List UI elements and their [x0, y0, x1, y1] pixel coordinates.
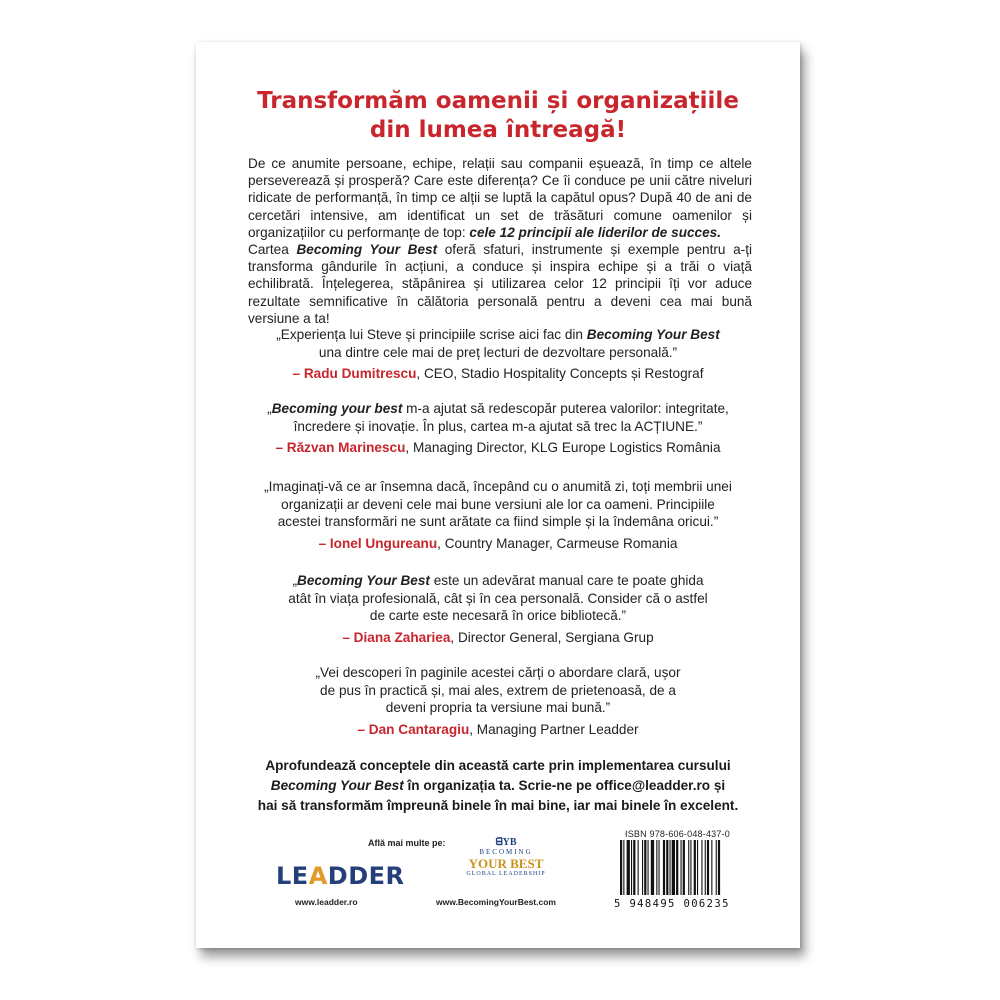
testimonial-role: , Country Manager, Carmeuse Romania [437, 535, 678, 551]
barcode-number: 5 948495 006235 [614, 898, 730, 910]
testimonial-text: „Vei descoperi în paginile acestei cărți o abordare clară, ușor de pus în practică și, mai ales, extrem de prietenoasă, de a deveni propria ta versiune mai bună.” [315, 665, 681, 715]
intro-paragraph-2 [248, 241, 752, 327]
intro-p2-text: oferă sfaturi, instrumente și exemple pentru a-ți transforma gândurile în acțiuni, a conduce și inspira echipe și a trăi o viață echilibrată. Înțelegerea, stăpânirea și utilizarea celor 12 principii îți vor aduce rezultate semnificative în călătoria personală pentru a deveni cea mai bună versiune a ta! [248, 242, 752, 326]
testimonial-attribution [236, 721, 760, 739]
headline-line-2: din lumea întreagă! [369, 117, 627, 143]
testimonial-1 [236, 326, 760, 383]
becoming-your-best-logo [458, 838, 554, 878]
intro-text [248, 155, 752, 327]
testimonial-attribution [236, 535, 760, 553]
testimonial-role: , Director General, Sergiana Grup [450, 629, 654, 645]
isbn: ISBN 978-606-048-437-0 [625, 829, 730, 839]
intro-paragraph-1 [248, 155, 752, 241]
leadder-url[interactable]: www.leadder.ro [295, 897, 358, 907]
testimonial-text: „Imaginați-vă ce ar însemna dacă, începând cu o anumită zi, toți membrii unei organizații ar deveni cele mai bune versiuni ale lor ca oameni. Principiile acestei transformări ne sunt arătate ca fiind simple și la îndemâna oricui.” [264, 479, 732, 529]
cta-line-2: Becoming Your Best în organizația ta. Scrie-ne pe office@leadder.ro și [270, 778, 726, 793]
byb-logo-line-1: BECOMING [479, 848, 533, 856]
leadder-logo: LEADDER [276, 862, 405, 890]
headline-line-1: Transformăm oamenii și organizațiile [257, 88, 739, 114]
testimonial-text: „Becoming Your Best este un adevărat manual care te poate ghida atât în viața profesională, cât și în cea personală. Consider că o astfel de carte este necesară în orice bibliotecă.” [288, 573, 708, 623]
intro-p2-book-title: Becoming Your Best [296, 242, 438, 258]
becoming-your-best-url[interactable]: www.BecomingYourBest.com [436, 897, 556, 907]
byb-logo-line-2: YOUR BEST [468, 856, 544, 871]
testimonial-attribution [236, 629, 760, 647]
call-to-action [234, 756, 762, 816]
testimonial-role: , Managing Director, KLG Europe Logistics România [405, 440, 721, 455]
testimonial-attribution [236, 439, 760, 457]
testimonial-author: – Diana Zahariea [342, 629, 451, 645]
book-back-cover [196, 42, 800, 948]
testimonial-4 [236, 572, 760, 646]
byb-mark-icon: ᗺYB [495, 837, 517, 848]
testimonial-2 [236, 400, 760, 457]
testimonial-role: , CEO, Stadio Hospitality Concepts și Restograf [416, 366, 704, 381]
testimonial-5 [236, 664, 760, 738]
learn-more-label: Află mai multe pe: [368, 838, 446, 848]
testimonial-3 [236, 478, 760, 552]
intro-p1-highlight: cele 12 principii ale liderilor de succes. [469, 224, 722, 240]
cta-line-3: hai să transformăm împreună binele în mai bine, iar mai binele în excelent. [257, 798, 739, 813]
testimonial-text: „Becoming your best m-a ajutat să redescopăr puterea valorilor: integritate, încredere și inovație. În plus, cartea m-a ajutat să trec la ACȚIUNE.” [267, 401, 729, 434]
cta-line-1: Aprofundează conceptele din această carte prin implementarea cursului [265, 758, 731, 773]
testimonial-author: – Răzvan Marinescu [275, 440, 406, 455]
byb-logo-line-3: GLOBAL LEADERSHIP [466, 871, 546, 877]
testimonial-author: – Ionel Ungureanu [318, 535, 438, 551]
barcode-icon [620, 840, 750, 895]
intro-p1-text: De ce anumite persoane, echipe, relații sau companii eșuează, în timp ce altele perseverează și prosperă? Care este diferența? Ce îi conduce pe unii către niveluri ridicate de performanță, în timp ce alții se luptă la capătul opus? După 40 de ani de cercetări intensive, am identificat un set de trăsături comune oamenilor și organizațiilor cu performanțe de top: [248, 156, 752, 240]
cta-book-title: Becoming Your Best [270, 778, 404, 793]
testimonial-author: – Dan Cantaragiu [357, 721, 470, 737]
testimonial-attribution [236, 365, 760, 383]
intro-p2-lead: Cartea [248, 242, 297, 258]
testimonial-text: „Experiența lui Steve și principiile scrise aici fac din Becoming Your Best una dintre cele mai de preț lecturi de dezvoltare personală.” [276, 327, 720, 360]
headline [196, 87, 800, 145]
testimonial-author: – Radu Dumitrescu [292, 366, 417, 381]
testimonial-role: , Managing Partner Leadder [469, 721, 639, 737]
